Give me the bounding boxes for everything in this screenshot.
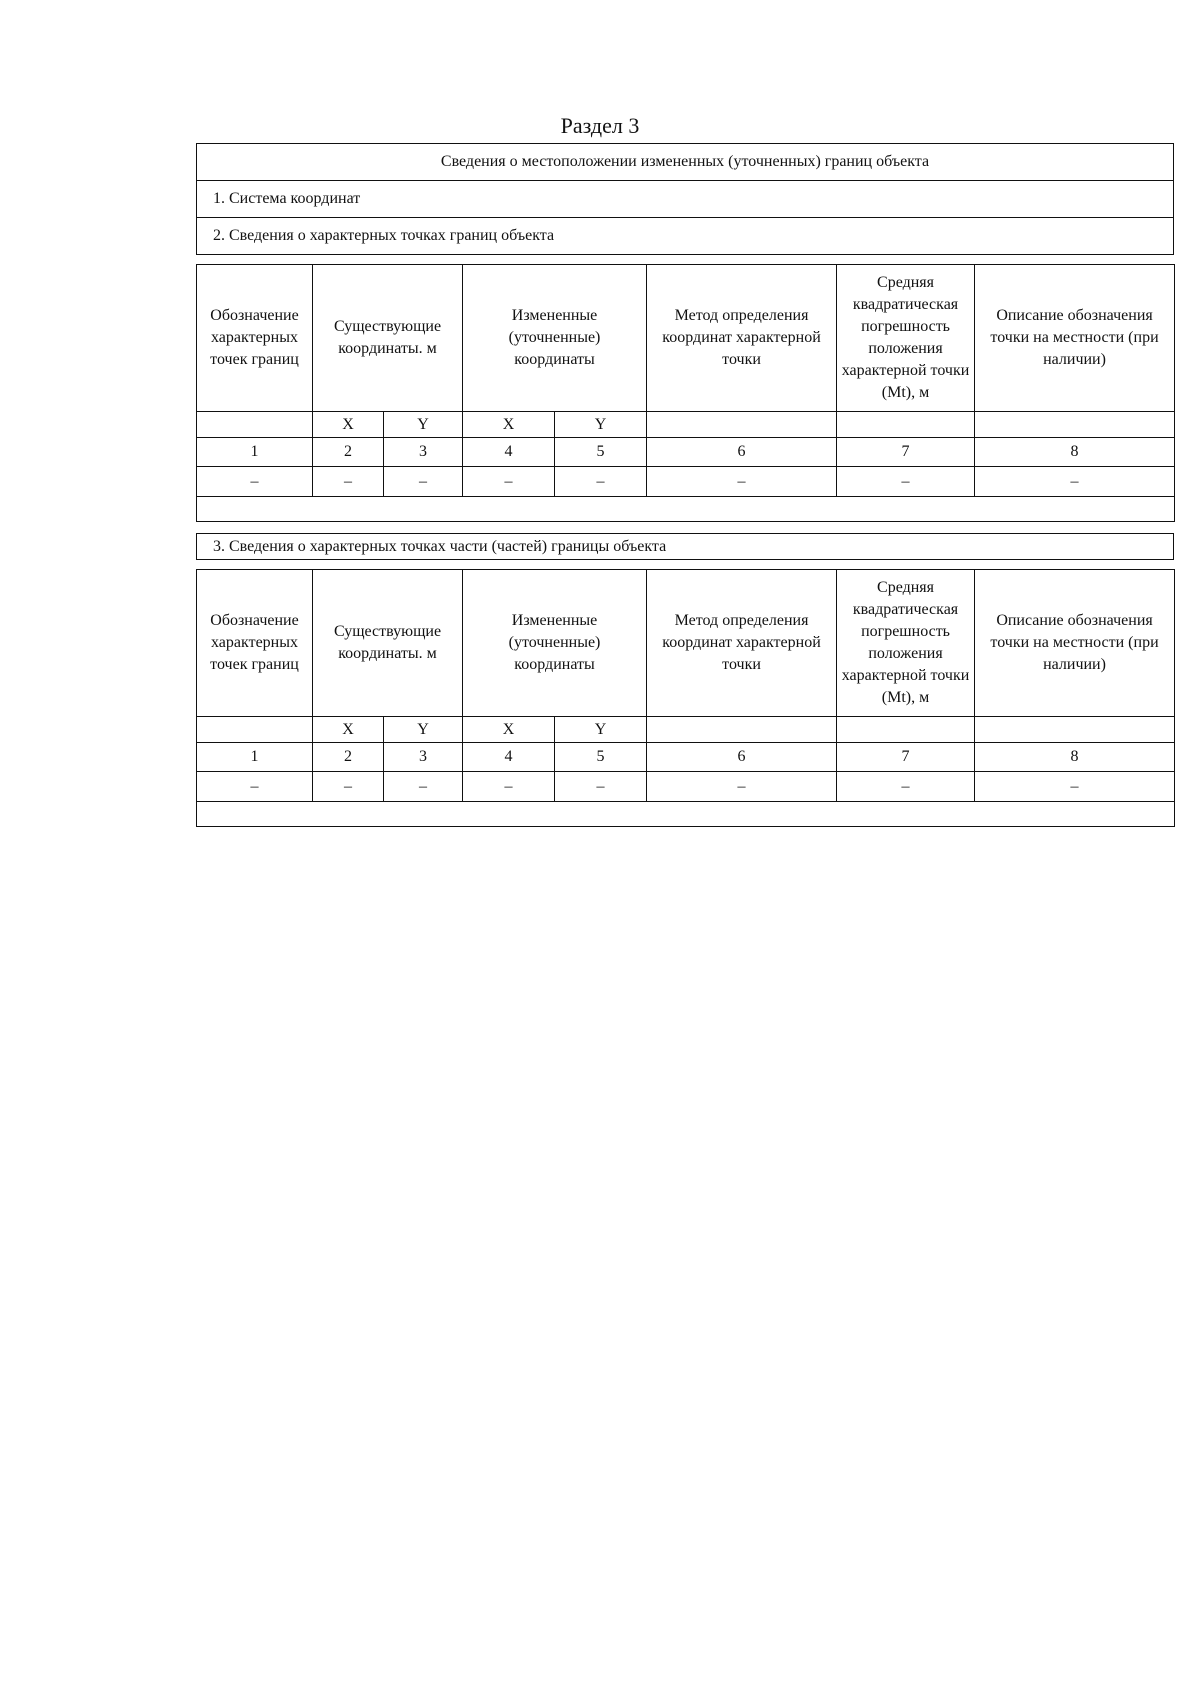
column-number: 2	[313, 743, 384, 772]
table-cell: –	[975, 467, 1175, 497]
table-cell: –	[197, 467, 313, 497]
xy-cell-empty	[647, 412, 837, 438]
column-number: 8	[975, 438, 1175, 467]
column-number: 2	[313, 438, 384, 467]
x-label: X	[313, 412, 384, 438]
table-cell: –	[313, 772, 384, 802]
column-number: 5	[555, 743, 647, 772]
col-existing-header: Существующие координаты. м	[313, 570, 463, 717]
col-designation-header: Обозначение характерных точек границ	[197, 570, 313, 717]
xy-cell-empty	[197, 717, 313, 743]
col-description-header: Описание обозначения точки на местности (при наличии)	[975, 570, 1175, 717]
xy-cell-empty	[837, 717, 975, 743]
column-number: 6	[647, 743, 837, 772]
col-error-header: Средняя квадратическая погрешность положения характерной точки (Mt), м	[837, 265, 975, 412]
empty-row	[197, 497, 1175, 522]
table-cell: –	[197, 772, 313, 802]
x-label: X	[463, 412, 555, 438]
column-number: 7	[837, 438, 975, 467]
points-info-label: 2. Сведения о характерных точках границ объекта	[197, 218, 1174, 255]
subsection3-table	[196, 533, 1174, 560]
coordinate-system-label: 1. Система координат	[197, 181, 1174, 218]
points-table-1	[196, 264, 1175, 522]
x-label: X	[313, 717, 384, 743]
table-cell: –	[463, 467, 555, 497]
xy-cell-empty	[197, 412, 313, 438]
xy-cell-empty	[975, 412, 1175, 438]
table-cell: –	[555, 772, 647, 802]
xy-cell-empty	[975, 717, 1175, 743]
col-designation-header: Обозначение характерных точек границ	[197, 265, 313, 412]
table-cell: –	[384, 772, 463, 802]
col-method-header: Метод определения координат характерной точки	[647, 265, 837, 412]
column-number: 4	[463, 438, 555, 467]
table-cell: –	[975, 772, 1175, 802]
empty-row	[197, 802, 1175, 827]
col-existing-header: Существующие координаты. м	[313, 265, 463, 412]
col-error-header: Средняя квадратическая погрешность положения характерной точки (Mt), м	[837, 570, 975, 717]
points-table-2	[196, 569, 1175, 827]
column-number: 7	[837, 743, 975, 772]
y-label: Y	[555, 717, 647, 743]
col-description-header: Описание обозначения точки на местности (при наличии)	[975, 265, 1175, 412]
table-cell: –	[647, 772, 837, 802]
table-cell: –	[837, 772, 975, 802]
subsection3-title: 3. Сведения о характерных точках части (частей) границы объекта	[197, 534, 1174, 560]
column-number: 8	[975, 743, 1175, 772]
column-number: 1	[197, 438, 313, 467]
x-label: X	[463, 717, 555, 743]
column-number: 3	[384, 743, 463, 772]
table-cell: –	[463, 772, 555, 802]
xy-cell-empty	[837, 412, 975, 438]
table-cell: –	[384, 467, 463, 497]
main-title: Сведения о местоположении измененных (уточненных) границ объекта	[197, 144, 1174, 181]
header-table	[196, 143, 1174, 255]
col-changed-header: Измененные (уточненные) координаты	[463, 570, 647, 717]
xy-cell-empty	[647, 717, 837, 743]
column-number: 5	[555, 438, 647, 467]
column-number: 3	[384, 438, 463, 467]
column-number: 4	[463, 743, 555, 772]
table-cell: –	[647, 467, 837, 497]
y-label: Y	[384, 717, 463, 743]
column-number: 1	[197, 743, 313, 772]
table-cell: –	[837, 467, 975, 497]
col-changed-header: Измененные (уточненные) координаты	[463, 265, 647, 412]
section-title: Раздел 3	[560, 113, 640, 138]
y-label: Y	[555, 412, 647, 438]
col-method-header: Метод определения координат характерной точки	[647, 570, 837, 717]
y-label: Y	[384, 412, 463, 438]
table-cell: –	[313, 467, 384, 497]
table-cell: –	[555, 467, 647, 497]
column-number: 6	[647, 438, 837, 467]
